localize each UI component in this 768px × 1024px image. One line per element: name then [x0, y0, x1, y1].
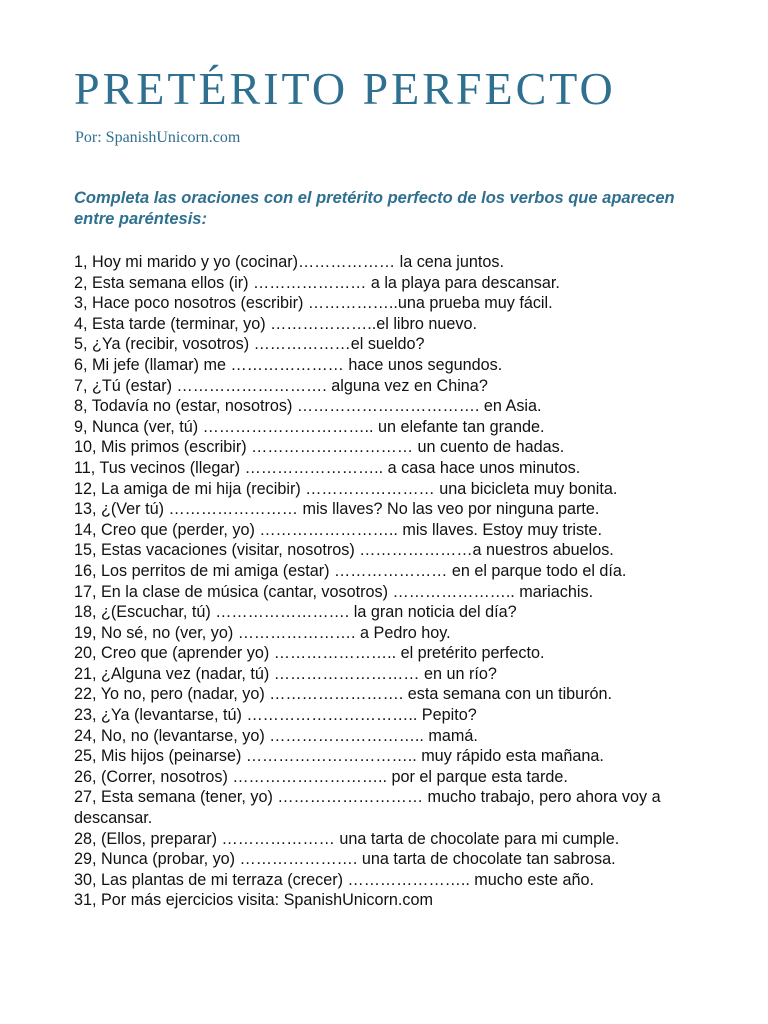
sentence-item: 26, (Correr, nosotros) ……………………….. por el parque esta tarde.	[74, 767, 568, 786]
sentence-item: 13, ¿(Ver tú) …………………… mis llaves? No las veo por ninguna parte.	[74, 500, 600, 519]
byline: Por: SpanishUnicorn.com	[75, 129, 241, 146]
sentence-item: 15, Estas vacaciones (visitar, nosotros) …………………a nuestros abuelos.	[74, 541, 614, 560]
sentence-item: 11, Tus vecinos (llegar) …………………….. a casa hace unos minutos.	[74, 458, 581, 477]
sentence-item: 25, Mis hijos (peinarse) ………………………….. muy rápido esta mañana.	[74, 747, 604, 766]
sentence-item: 20, Creo que (aprender yo) ………………….. el pretérito perfecto.	[74, 644, 545, 663]
sentence-item: 30, Las plantas de mi terraza (crecer) ………………….. mucho este año.	[74, 870, 594, 889]
sentence-item: 24, No, no (levantarse, yo) ……………………….. mamá.	[74, 726, 478, 745]
sentence-item: 18, ¿(Escuchar, tú) ……………………. la gran noticia del día?	[74, 603, 517, 622]
page-title: PRETÉRITO PERFECTO	[74, 63, 616, 114]
sentence-item: 27, Esta semana (tener, yo) ……………………… mucho trabajo, pero ahora voy a descansar.	[74, 788, 661, 828]
sentence-item: 8, Todavía no (estar, nosotros) ……………………………. en Asia.	[74, 397, 542, 416]
sentence-item: 28, (Ellos, preparar) ………………… una tarta de chocolate para mi cumple.	[74, 829, 620, 848]
sentence-item: 10, Mis primos (escribir) ………………………… un cuento de hadas.	[74, 438, 565, 457]
sentence-item: 9, Nunca (ver, tú) ………………………….. un elefante tan grande.	[74, 417, 545, 436]
sentence-item: 16, Los perritos de mi amiga (estar) ………………… en el parque todo el día.	[74, 561, 627, 580]
sentence-list	[74, 252, 714, 911]
sentence-item: 6, Mi jefe (llamar) me ………………… hace unos segundos.	[74, 355, 503, 374]
sentence-item: 1, Hoy mi marido y yo (cocinar)……………… la cena juntos.	[74, 253, 504, 271]
sentence-item: 3, Hace poco nosotros (escribir) ……………..una prueba muy fácil.	[74, 294, 553, 313]
sentence-item: 23, ¿Ya (levantarse, tú) ………………………….. Pepito?	[74, 706, 477, 725]
sentence-item: 5, ¿Ya (recibir, vosotros) ………………el sueldo?	[74, 335, 425, 354]
sentence-item: 2, Esta semana ellos (ir) ………………… a la playa para descansar.	[74, 273, 560, 292]
sentence-item: 22, Yo no, pero (nadar, yo) ……………………. esta semana con un tiburón.	[74, 685, 613, 704]
sentence-item: 29, Nunca (probar, yo) …………………. una tarta de chocolate tan sabrosa.	[74, 850, 616, 869]
sentence-item: 19, No sé, no (ver, yo) …………………. a Pedro hoy.	[74, 623, 451, 642]
sentence-item: 17, En la clase de música (cantar, vosotros) ………………….. mariachis.	[74, 582, 594, 601]
sentence-item: 12, La amiga de mi hija (recibir) …………………… una bicicleta muy bonita.	[74, 479, 618, 498]
sentence-item: 14, Creo que (perder, yo) …………………….. mis llaves. Estoy muy triste.	[74, 520, 603, 539]
sentence-item: 4, Esta tarde (terminar, yo) ………………..el libro nuevo.	[74, 314, 478, 333]
sentence-item: 21, ¿Alguna vez (nadar, tú) ……………………… en un río?	[74, 664, 497, 683]
sentence-item: 7, ¿Tú (estar) ………………………. alguna vez en China?	[74, 376, 488, 395]
instructions: Completa las oraciones con el pretérito perfecto de los verbos que aparecen entre paréntesis:	[74, 189, 675, 228]
sentence-item: 31, Por más ejercicios visita: SpanishUnicorn.com	[74, 891, 433, 910]
